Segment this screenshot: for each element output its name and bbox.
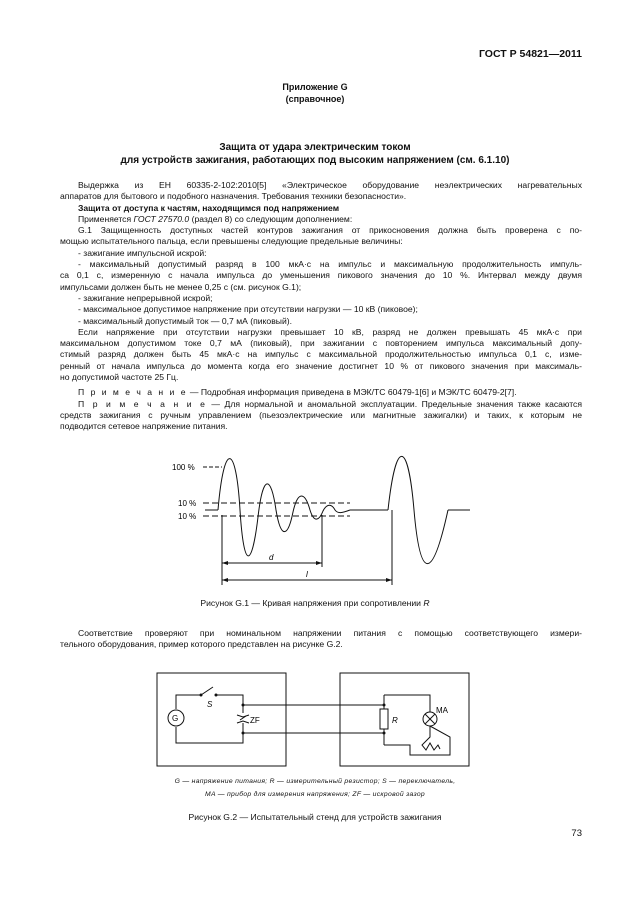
- figure-g1-caption-text: Рисунок G.1 — Кривая напряжения при сопротивлении: [200, 598, 424, 608]
- body-text: [60, 180, 582, 433]
- p1-line2: аппаратов для бытового и подобного назначения. Требования техники безопасности».: [60, 191, 407, 202]
- label-r: R: [392, 716, 398, 725]
- wire-switch-to-gap: [216, 695, 243, 713]
- arrow-d-left: [222, 561, 228, 565]
- label-zf: ZF: [250, 716, 260, 725]
- bullet-2-line2: са 0,1 с, измеренную с начала импульса до уменьшения пикового значения до 10 %. Интервал между двумя: [60, 270, 582, 281]
- switch-node-right: [215, 694, 218, 697]
- bullet-2-line3: импульсами должен быть не менее 0,25 с (см. рисунок G.1);: [60, 281, 302, 292]
- section-title-line1: Защита от удара электрическим током: [219, 142, 411, 153]
- figure-g1-caption-var: R: [423, 598, 430, 608]
- arrow-l-left: [222, 578, 228, 582]
- label-10-percent-upper: 10 %: [178, 499, 197, 508]
- p5-line1: Соответствие проверяют при номинальном напряжении питания с помощью соответствующего измери-: [78, 628, 582, 638]
- note-2-label: П р и м е ч а н и е: [78, 398, 207, 409]
- note-2-line2: средств зажигания с ручным управлением (пьезоэлектрические или магнитные зажигалки) и таких, к которым не: [60, 409, 582, 420]
- label-100-percent: 100 %: [172, 463, 195, 472]
- p5-text: [60, 628, 582, 651]
- document-id: ГОСТ Р 54821—2011: [478, 48, 582, 60]
- resistor-r-symbol: [380, 709, 388, 729]
- wire-to-meter-top: [384, 695, 430, 712]
- node-bottom-left: [242, 732, 245, 735]
- node-top-left: [242, 704, 245, 707]
- figure-g2-legend-line1: G — напряжение питания; R — измерительный резистор; S — переключатель,: [174, 778, 456, 785]
- note-1: [60, 387, 582, 398]
- label-d: d: [269, 553, 274, 562]
- arrow-l-right: [386, 578, 392, 582]
- bullet-3: - зажигание непрерывной искрой;: [78, 292, 213, 303]
- section-title-line2: для устройств зажигания, работающих под высоким напряжением (см. 6.1.10): [120, 155, 510, 166]
- label-s: S: [207, 700, 213, 709]
- second-pulse-curve: [388, 456, 448, 563]
- appendix-subtitle: (справочное): [285, 94, 345, 104]
- note-2-line1: [60, 399, 582, 410]
- damped-pulse-curve: [218, 459, 350, 556]
- bullet-4: - максимальное допустимое напряжение при отсутствии нагрузки — 10 кВ (пиковое);: [78, 304, 418, 315]
- wire-g-to-switch: [176, 695, 201, 709]
- voltage-curve-figure: [0, 455, 630, 590]
- p4-line5: но допустимой частоте 25 Гц.: [60, 372, 179, 383]
- switch-node-left: [200, 694, 203, 697]
- switch-s: [201, 687, 213, 695]
- wire-g-return: [176, 723, 243, 743]
- wire-meter-return: [384, 726, 450, 755]
- page-number: 73: [571, 828, 582, 839]
- p2-line: [60, 214, 582, 225]
- appendix-title: Приложение G: [282, 82, 348, 92]
- bullet-1: - зажигание импульсной искрой:: [78, 247, 207, 258]
- p1-line1: Выдержка из ЕН 60335-2-102:2010[5] «Электрическое оборудование неэлектрических нагревательных: [78, 180, 582, 190]
- p2-pre: Применяется: [78, 213, 134, 224]
- arrow-d-right: [316, 561, 322, 565]
- p4-line3: стимый разряд должен быть 45 мкА·с на импульс с максимальной продолжительностью импульса 0,1 с, изме-: [60, 349, 582, 360]
- label-10-percent-lower: 10 %: [178, 512, 197, 521]
- bullet-5: - максимальный допустимый ток — 0,7 мА (пиковый).: [78, 315, 292, 326]
- note-2-line3: подводится сетевое напряжение питания.: [60, 421, 228, 432]
- figure-g2-caption: Рисунок G.2 — Испытательный стенд для устройств зажигания: [188, 812, 442, 822]
- note-2-text: — Для нормальной и аномальной эксплуатации. Предельные значения также касаются: [206, 398, 582, 409]
- p3-line1: G.1 Защищенность доступных частей контуров зажигания от прикосновения должна быть проверена с по-: [78, 225, 582, 236]
- note-1-text: — Подробная информация приведена в МЭК/ТС 60479-1[6] и МЭК/ТС 60479-2[7].: [187, 387, 517, 398]
- figure-g1-caption: [0, 598, 630, 608]
- note-1-label: П р и м е ч а н и е: [78, 387, 188, 398]
- p2-post: (раздел 8) со следующим дополнением:: [189, 213, 353, 224]
- label-g: G: [172, 714, 179, 723]
- standard-reference-link[interactable]: ГОСТ 27570.0: [133, 213, 190, 224]
- subheading: Защита от доступа к частям, находящимся под напряжением: [78, 202, 340, 213]
- p4-line1: Если напряжение при отсутствии нагрузки превышает 10 кВ, разряд не должен превышать 45 мкА·с при: [78, 326, 582, 337]
- label-ma: MA: [436, 706, 448, 715]
- p4-line2: максимальном допустимом токе 0,7 мА (пиковый), при зажигании с повторением импульса максимальный допу-: [60, 338, 582, 349]
- p5-line2: тельного оборудования, пример которого представлен на рисунке G.2.: [60, 639, 343, 650]
- spark-gap-bottom: [237, 721, 249, 723]
- label-l: l: [306, 570, 308, 579]
- figure-g2-legend-line2: MA — прибор для измерения напряжения; ZF — искровой зазор: [204, 791, 425, 798]
- p3-line2: мощью испытательного пальца, если превышены следующие предельные величины:: [60, 236, 403, 247]
- node-bottom-right: [383, 732, 386, 735]
- node-top-right: [383, 704, 386, 707]
- p4-line4: ренный от начала импульса до момента когда его значение достигнет 10 % от пикового значения при максималь-: [60, 360, 582, 371]
- bullet-2-line1: - максимальный допустимый разряд в 100 мкА·с на импульс и максимальную продолжительность импуль-: [78, 259, 582, 270]
- spark-gap-top: [237, 715, 249, 717]
- test-circuit-figure: [0, 665, 630, 775]
